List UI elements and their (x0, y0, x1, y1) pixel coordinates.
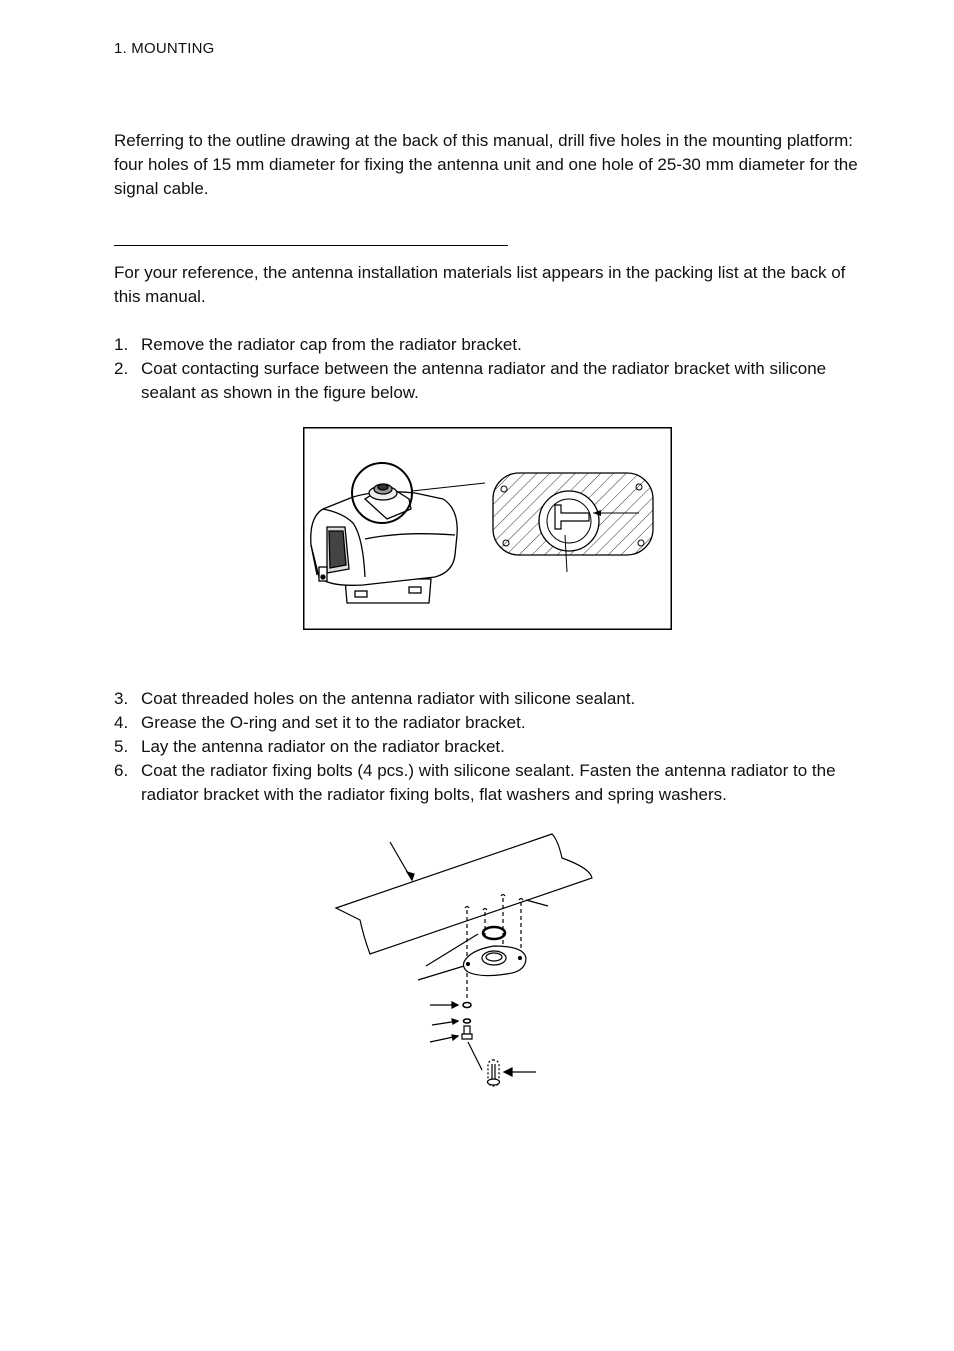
step-item: 6. Coat the radiator fixing bolts (4 pcs.) with silicone sealant. Fasten the antenna radiator to the radiator bracket with the radiator fixing bolts, flat washers and spring washers. (114, 761, 836, 804)
step-item: 2. Coat contacting surface between the antenna radiator and the radiator bracket with silicone sealant as shown in the figure below. (114, 359, 827, 402)
step-item: 5. Lay the antenna radiator on the radiator bracket. (114, 737, 505, 756)
o-ring-drawing (483, 927, 505, 939)
reference-paragraph: For your reference, the antenna installation materials list appears in the packing list at the back of this manual. (114, 263, 846, 306)
heading-underline (114, 245, 508, 246)
antenna-radiator-drawing (336, 834, 592, 954)
section-header: 1. MOUNTING (114, 40, 215, 57)
radiator-mounting-exploded-figure (330, 828, 600, 1093)
sealant-application-figure (303, 427, 672, 630)
steps-list-1 (114, 333, 874, 405)
steps-list-2 (114, 687, 874, 807)
intro-paragraph: Referring to the outline drawing at the back of this manual, drill five holes in the mounting platform: four holes of 15 mm diameter for fixing the antenna unit and one hole of 25-30 mm diameter for the signal cable. (114, 131, 858, 198)
step-item: 3. Coat threaded holes on the antenna radiator with silicone sealant. (114, 689, 636, 708)
step-item: 1. Remove the radiator cap from the radiator bracket. (114, 335, 522, 354)
step-item: 4. Grease the O-ring and set it to the radiator bracket. (114, 713, 526, 732)
